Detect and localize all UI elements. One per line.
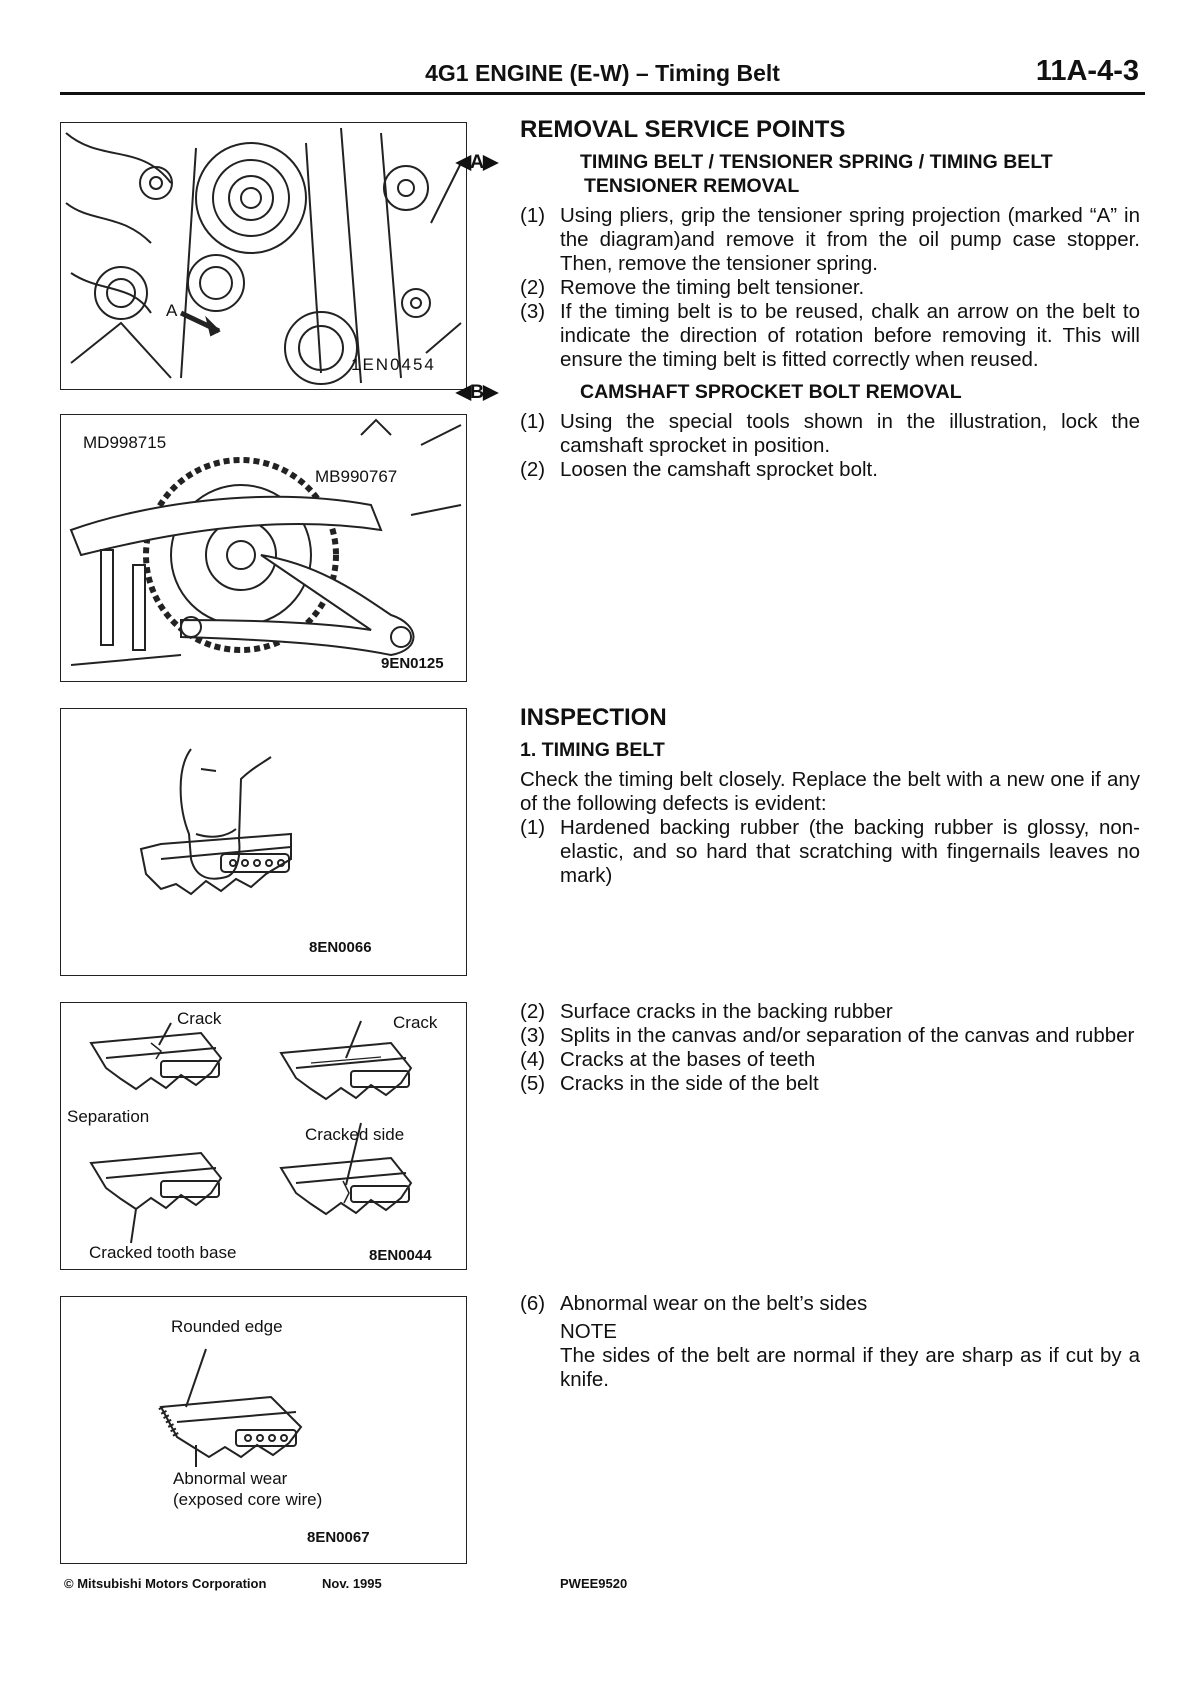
belt-defects-illustration — [61, 1003, 466, 1269]
list-item: (5) Cracks in the side of the belt — [520, 1072, 819, 1095]
inspection-section — [520, 706, 1140, 888]
label-cracked-side: Cracked side — [305, 1125, 405, 1144]
page-header — [60, 54, 1145, 95]
list-item: (1) Hardened backing rubber (the backing rubber is glossy, non-elastic, and so hard that scratching with fingernails leaves no mark) — [520, 816, 1140, 887]
list-item: (1) Using pliers, grip the tensioner spring projection (marked “A” in the diagram)and remove it from the oil pump case stopper. Then, remove the tensioner spring. — [520, 204, 1140, 275]
belt-tooth-crack — [91, 1153, 221, 1243]
figure-code: 8EN0044 — [369, 1247, 432, 1264]
page-title: 4G1 ENGINE (E-W) – Timing Belt — [425, 60, 780, 86]
list-item: (2) Remove the timing belt tensioner. — [520, 276, 865, 299]
footer-date: Nov. 1995 — [322, 1576, 382, 1591]
list-item: (6) Abnormal wear on the belt’s sides — [520, 1292, 868, 1315]
label-separation: Separation — [67, 1107, 150, 1126]
marker-a: ◀A▶ — [456, 151, 498, 173]
label-rounded-edge: Rounded edge — [171, 1317, 283, 1336]
camshaft-illustration — [61, 415, 466, 681]
inspection-title: INSPECTION — [520, 704, 667, 731]
removal-section — [456, 116, 1140, 482]
inspection-wear — [520, 1292, 1140, 1392]
label-crack-1: Crack — [177, 1009, 222, 1028]
removal-title: REMOVAL SERVICE POINTS — [520, 116, 846, 143]
footer-copyright: © Mitsubishi Motors Corporation — [64, 1576, 267, 1591]
figure-code: 1EN0454 — [351, 355, 436, 374]
label-mb990767: MB990767 — [315, 467, 398, 486]
note-text: The sides of the belt are normal if they are sharp as if cut by a knife. — [560, 1344, 1140, 1391]
finger-belt-illustration — [61, 709, 466, 975]
list-item: (2) Surface cracks in the backing rubber — [520, 1000, 893, 1023]
figure-tensioner — [60, 122, 467, 390]
belt-surface-crack — [91, 1023, 221, 1089]
inspection-intro: Check the timing belt closely. Replace the belt with a new one if any of the following defects is evident: — [520, 768, 1140, 815]
removal-a-heading: ◀A▶ TIMING BELT / TENSIONER SPRING / TIMING BELT TENSIONER REMOVAL — [456, 151, 1053, 197]
label-cracked-tooth-base: Cracked tooth base — [89, 1243, 237, 1262]
removal-b-heading: ◀B▶ CAMSHAFT SPROCKET BOLT REMOVAL — [456, 381, 962, 403]
figure-code: 8EN0066 — [309, 939, 372, 956]
marker-b: ◀B▶ — [456, 381, 498, 403]
label-md998715: MD998715 — [83, 433, 167, 452]
inspection-defects — [520, 1000, 1140, 1096]
note-label: NOTE — [560, 1320, 617, 1343]
figure-belt-defects — [60, 1002, 467, 1270]
list-item: (3) Splits in the canvas and/or separation of the canvas and rubber — [520, 1024, 1135, 1047]
figure-camshaft-tools — [60, 414, 467, 682]
label-exposed-core-wire: (exposed core wire) — [173, 1490, 323, 1509]
list-item: (1) Using the special tools shown in the illustration, lock the camshaft sprocket in position. — [520, 410, 1140, 457]
inspection-sub: 1. TIMING BELT — [520, 739, 665, 761]
footer-code: PWEE9520 — [560, 1576, 628, 1591]
figure-code: 9EN0125 — [381, 655, 444, 672]
label-a: A — [166, 301, 178, 320]
list-item: (4) Cracks at the bases of teeth — [520, 1048, 816, 1071]
figure-code: 8EN0067 — [307, 1529, 370, 1546]
page-number: 11A-4-3 — [1035, 55, 1139, 87]
list-item: (3) If the timing belt is to be reused, chalk an arrow on the belt to indicate the direction of rotation before removing it. This will ensure the timing belt is fitted correctly when reused. — [520, 300, 1140, 371]
list-item: (2) Loosen the camshaft sprocket bolt. — [520, 458, 878, 481]
label-abnormal-wear: Abnormal wear — [173, 1469, 288, 1488]
tensioner-illustration — [61, 123, 466, 389]
label-crack-2: Crack — [393, 1013, 438, 1032]
figure-belt-wear — [60, 1296, 467, 1564]
belt-split-canvas — [281, 1021, 411, 1099]
figure-belt-hardness — [60, 708, 467, 976]
